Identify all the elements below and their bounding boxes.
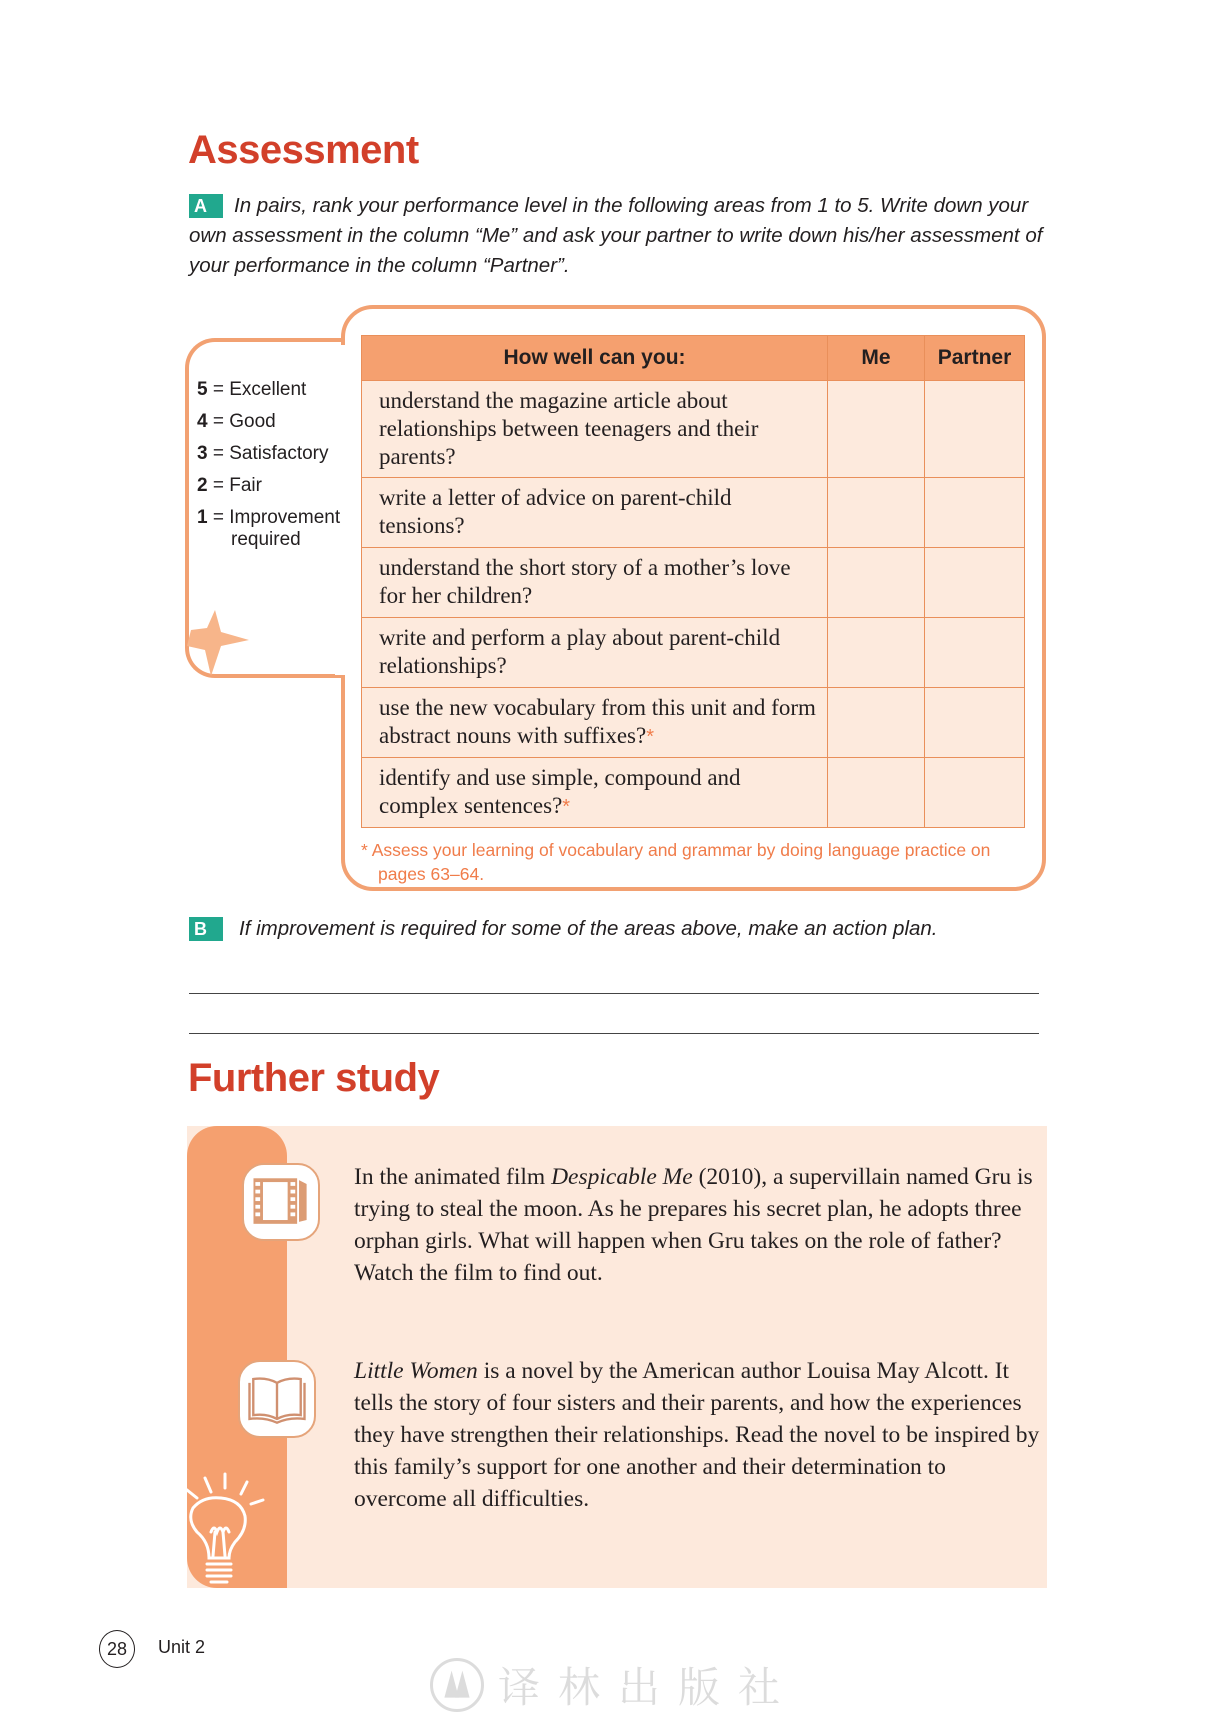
asterisk-marker: * xyxy=(646,726,655,748)
film-title: Despicable Me xyxy=(551,1164,693,1190)
table-header-row xyxy=(362,336,1025,381)
scale-item: 2 = Fair xyxy=(197,475,262,496)
me-rating-cell[interactable] xyxy=(828,758,925,828)
task-a-instruction: In pairs, rank your performance level in the following areas from 1 to 5. Write down your own assessment in the column “Me” and ask your partner to write down his/her assessment of your performance in the column “Partner”. xyxy=(189,194,1043,277)
me-rating-cell[interactable] xyxy=(828,618,925,688)
me-rating-cell[interactable] xyxy=(828,381,925,478)
asterisk-marker: * xyxy=(562,796,571,818)
partner-rating-cell[interactable] xyxy=(925,758,1025,828)
task-b-instruction: If improvement is required for some of the areas above, make an action plan. xyxy=(239,917,938,940)
further-study-heading: Further study xyxy=(188,1056,440,1100)
assessment-heading: Assessment xyxy=(188,128,419,172)
scale-item: 4 = Good xyxy=(197,411,276,432)
table-footnote: * Assess your learning of vocabulary and grammar by doing language practice on pages 63–64. xyxy=(361,840,991,884)
table-row xyxy=(362,548,1025,618)
me-rating-cell[interactable] xyxy=(828,548,925,618)
book-title: Little Women xyxy=(354,1358,478,1384)
skill-cell: understand the short story of a mother’s love for her children? xyxy=(362,548,828,618)
publisher-watermark: 译林出版社 xyxy=(430,1655,798,1715)
table-row xyxy=(362,478,1025,548)
lightbulb-icon xyxy=(185,1470,275,1588)
task-a-badge: A xyxy=(189,194,223,218)
skill-cell: use the new vocabulary from this unit and form abstract nouns with suffixes?* xyxy=(362,688,828,758)
table-row xyxy=(362,618,1025,688)
partner-rating-cell[interactable] xyxy=(925,618,1025,688)
page-number: 28 xyxy=(99,1630,135,1668)
publisher-logo-icon xyxy=(430,1658,484,1712)
task-b-badge: B xyxy=(189,917,223,941)
star-icon xyxy=(187,608,257,678)
action-plan-line[interactable] xyxy=(189,1033,1039,1034)
header-me: Me xyxy=(828,336,925,381)
skill-cell: identify and use simple, compound and complex sentences?* xyxy=(362,758,828,828)
scale-item: 5 = Excellent xyxy=(197,379,307,400)
further-study-book-text: Little Women is a novel by the American author Louisa May Alcott. It tells the story of four sisters and their parents, and how the experiences they have strengthen their relationships. Read the novel to be inspired by this family’s support for one another and their determination to overcome all difficulties. xyxy=(354,1358,1040,1512)
table-row xyxy=(362,688,1025,758)
me-rating-cell[interactable] xyxy=(828,478,925,548)
action-plan-line[interactable] xyxy=(189,993,1039,994)
rating-scale-legend xyxy=(197,374,341,550)
skill-cell: write and perform a play about parent-child relationships? xyxy=(362,618,828,688)
further-study-film-text: In the animated film Despicable Me (2010), a supervillain named Gru is trying to steal the moon. As he prepares his secret plan, he adopts three orphan girls. What will happen when Gru takes on the role of father? Watch the film to find out. xyxy=(354,1164,1033,1286)
skill-cell: understand the magazine article about relationships between teenagers and their parents? xyxy=(362,381,828,478)
table-row xyxy=(362,758,1025,828)
header-partner: Partner xyxy=(925,336,1025,381)
book-icon xyxy=(238,1360,316,1438)
partner-rating-cell[interactable] xyxy=(925,478,1025,548)
self-assessment-table xyxy=(361,335,1025,828)
header-question: How well can you: xyxy=(362,336,828,381)
scale-item: 3 = Satisfactory xyxy=(197,443,329,464)
me-rating-cell[interactable] xyxy=(828,688,925,758)
partner-rating-cell[interactable] xyxy=(925,688,1025,758)
skill-cell: write a letter of advice on parent-child tensions? xyxy=(362,478,828,548)
scale-item: 1 = Improvement required xyxy=(197,507,341,550)
film-icon xyxy=(242,1163,320,1241)
partner-rating-cell[interactable] xyxy=(925,381,1025,478)
partner-rating-cell[interactable] xyxy=(925,548,1025,618)
unit-label: Unit 2 xyxy=(158,1637,206,1657)
table-row xyxy=(362,381,1025,478)
